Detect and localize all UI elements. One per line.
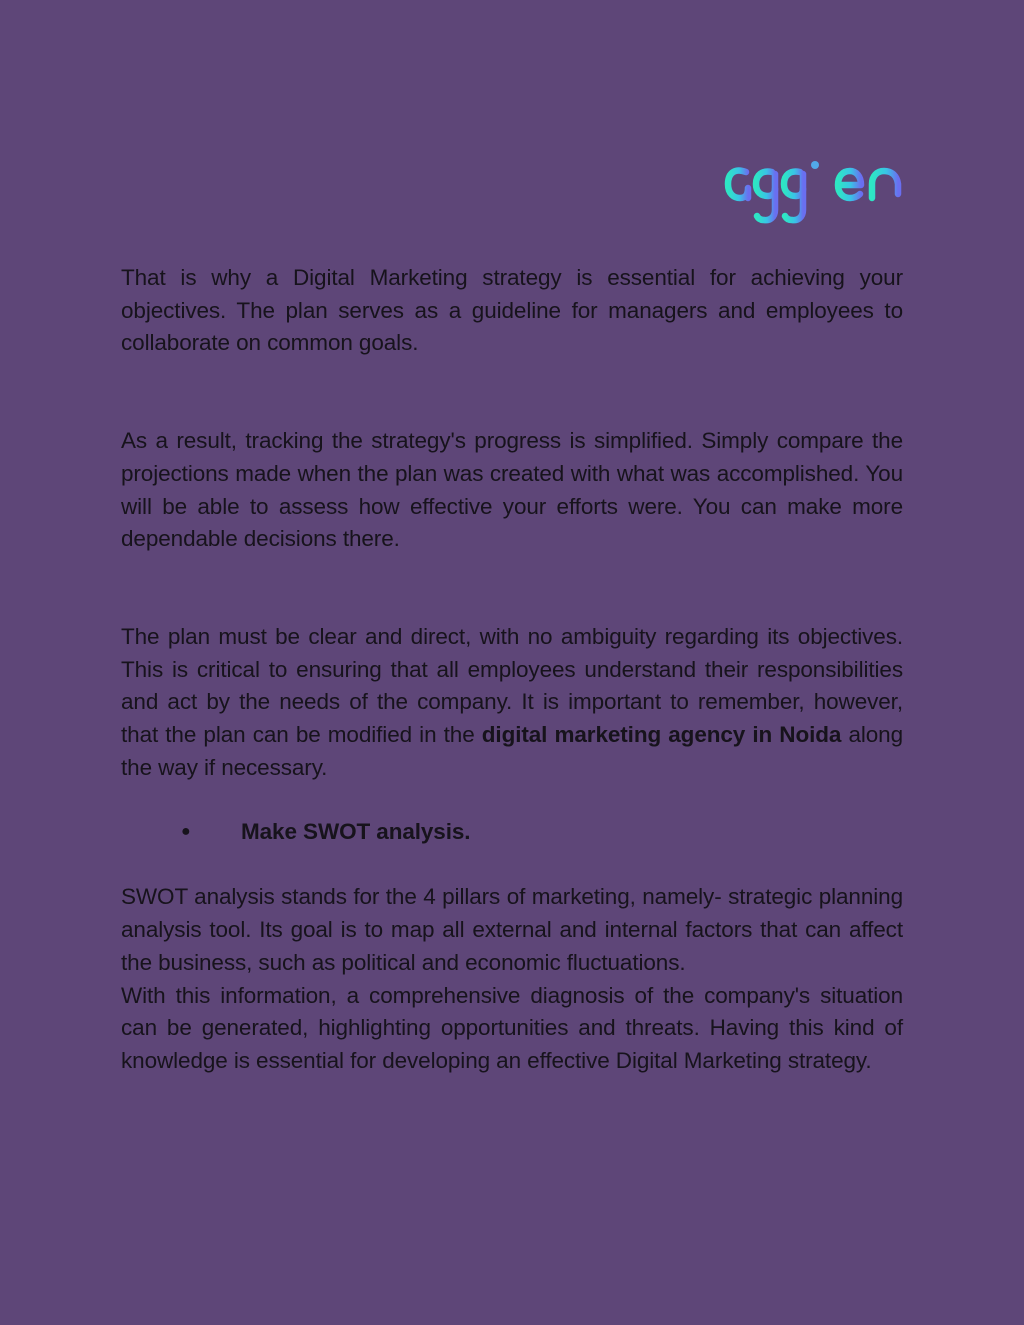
paragraph-clear-plan <box>121 621 903 785</box>
paragraph-swot-diagnosis: With this information, a comprehensive diagnosis of the company's situation can be generated, highlighting opportunities and threats. Having this kind of knowledge is essential for developing an effective Digital Marketing strategy. <box>121 982 903 1073</box>
bullet-dot-icon: ● <box>181 823 191 841</box>
bullet-swot-heading <box>121 816 903 848</box>
bullet-label: Make SWOT analysis. <box>241 819 471 845</box>
document-body <box>121 262 903 1078</box>
aggiler-logo-icon <box>722 154 904 230</box>
paragraph-tracking-progress: As a result, tracking the strategy's progress is simplified. Simply compare the projections made when the plan was created with what was accomplished. You will be able to assess how effective your efforts were. You can make more dependable decisions there. <box>121 428 903 552</box>
agency-link-text: digital marketing agency in Noida <box>481 722 842 748</box>
paragraph-clear-plan-end: along the way if necessary. <box>121 722 903 780</box>
paragraph-swot-definition: SWOT analysis stands for the 4 pillars of marketing, namely- strategic planning analysis tool. Its goal is to map all external and internal factors that can affect the business, such as political and economic fluctuations. <box>121 884 903 975</box>
paragraph-clear-plan-start: The plan must be clear and direct, with no ambiguity regarding its objectives. This is critical to ensuring that all employees understand their responsibilities and act by the needs of the company. It is important to remember, however, that the plan can be modified in the <box>121 623 903 748</box>
aggiler-logo <box>722 154 904 230</box>
paragraph-digital-strategy: That is why a Digital Marketing strategy is essential for achieving your objectives. The plan serves as a guideline for managers and employees to collaborate on common goals. <box>121 265 903 356</box>
